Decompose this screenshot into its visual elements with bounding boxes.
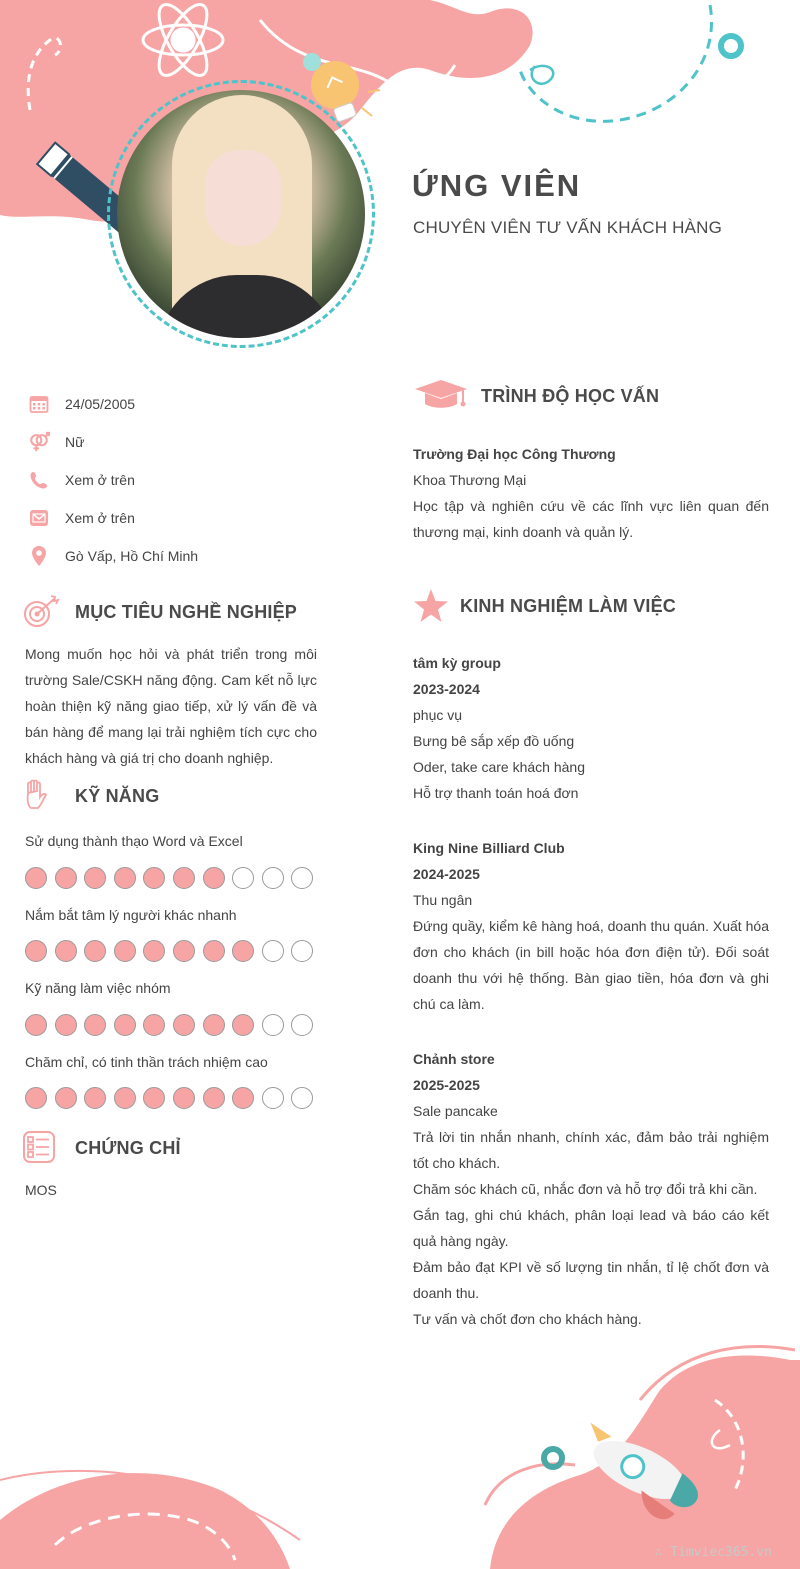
skill-label: Sử dụng thành thạo Word và Excel: [25, 833, 243, 849]
job-period: 2023-2024: [413, 681, 480, 697]
rating-dot-filled: [84, 940, 106, 962]
rating-dot-filled: [114, 867, 136, 889]
rating-dot-filled: [84, 867, 106, 889]
graduation-cap-icon: [413, 378, 469, 414]
skills-header: [23, 779, 159, 813]
contact-address: [28, 537, 328, 575]
rating-dot-filled: [203, 940, 225, 962]
rating-dot-empty: [291, 940, 313, 962]
skill-label: Chăm chỉ, có tinh thần trách nhiệm cao: [25, 1054, 268, 1070]
candidate-title: CHUYÊN VIÊN TƯ VẤN KHÁCH HÀNG: [413, 218, 723, 237]
rating-dot-filled: [55, 940, 77, 962]
contact-email: [28, 499, 328, 537]
rating-dot-filled: [232, 940, 254, 962]
watermark: ∴ Timviec365.vn: [654, 1545, 772, 1560]
contact-phone: [28, 461, 328, 499]
rating-dot-empty: [262, 1014, 284, 1036]
rating-dot-filled: [203, 867, 225, 889]
rating-dot-filled: [232, 1087, 254, 1109]
rating-dot-filled: [173, 940, 195, 962]
education-header: [413, 378, 659, 414]
rating-dot-empty: [291, 1014, 313, 1036]
job-position: phục vụ: [413, 707, 463, 723]
certificates-header: [23, 1131, 181, 1165]
email-icon: [28, 507, 50, 529]
rating-dot-filled: [143, 1014, 165, 1036]
hand-icon: [23, 779, 63, 813]
location-pin-icon: [28, 545, 50, 567]
job-position: Sale pancake: [413, 1103, 498, 1119]
education-school: Trường Đại học Công Thương: [413, 446, 616, 462]
rating-dot-filled: [203, 1014, 225, 1036]
skill-rating: [25, 867, 321, 889]
avatar: [117, 90, 365, 338]
rating-dot-filled: [55, 1014, 77, 1036]
job-duty: Tư vấn và chốt đơn cho khách hàng.: [413, 1311, 642, 1327]
job-entry: [413, 650, 769, 806]
job-duty: Gắn tag, ghi chú khách, phân loại lead và báo cáo kết quả hàng ngày.: [413, 1207, 769, 1249]
rating-dot-filled: [84, 1087, 106, 1109]
candidate-name: ỨNG VIÊN: [412, 168, 582, 203]
calendar-icon: [28, 393, 50, 415]
skill-label: Kỹ năng làm việc nhóm: [25, 980, 171, 996]
job-company: King Nine Billiard Club: [413, 840, 565, 856]
skill-rating: [25, 1014, 321, 1036]
job-duty: Đảm bảo đạt KPI về số lượng tin nhắn, tỉ lệ chốt đơn và doanh thu.: [413, 1259, 769, 1301]
job-entry: [413, 835, 769, 1017]
job-duty: Bưng bê sắp xếp đồ uống: [413, 733, 575, 749]
phone-icon: [28, 469, 50, 491]
education-description: Học tập và nghiên cứu về các lĩnh vực liên quan đến thương mại, kinh doanh và quản lý.: [413, 498, 769, 540]
address-value: Gò Vấp, Hồ Chí Minh: [65, 548, 199, 564]
rating-dot-filled: [114, 1014, 136, 1036]
certificate-item: MOS: [25, 1182, 57, 1198]
rating-dot-filled: [114, 940, 136, 962]
rating-dot-filled: [203, 1087, 225, 1109]
skill-rating: [25, 940, 321, 962]
job-duty: Oder, take care khách hàng: [413, 759, 585, 775]
contact-gender: [28, 423, 328, 461]
rating-dot-empty: [262, 940, 284, 962]
avatar-face: [205, 150, 281, 246]
certificates-heading: CHỨNG CHỈ: [75, 1137, 181, 1158]
skill-label: Nắm bắt tâm lý người khác nhanh: [25, 907, 237, 923]
rating-dot-filled: [55, 1087, 77, 1109]
rating-dot-filled: [84, 1014, 106, 1036]
objective-header: [23, 595, 297, 629]
job-company: tâm kỳ group: [413, 655, 501, 671]
contact-list: [28, 385, 328, 575]
contact-birthday: [28, 385, 328, 423]
gender-icon: [28, 431, 50, 453]
rating-dot-filled: [143, 1087, 165, 1109]
job-company: Chảnh store: [413, 1051, 495, 1067]
job-period: 2025-2025: [413, 1077, 480, 1093]
skill-rating: [25, 1087, 321, 1109]
rating-dot-filled: [143, 867, 165, 889]
skills-heading: KỸ NĂNG: [75, 785, 160, 806]
rating-dot-empty: [291, 867, 313, 889]
objective-heading: MỤC TIÊU NGHỀ NGHIỆP: [75, 601, 298, 622]
phone-value: Xem ở trên: [65, 472, 135, 488]
education-faculty: Khoa Thương Mại: [413, 472, 527, 488]
birthday-value: 24/05/2005: [65, 396, 136, 412]
target-icon: [23, 595, 63, 629]
rating-dot-empty: [232, 867, 254, 889]
rating-dot-empty: [262, 1087, 284, 1109]
job-period: 2024-2025: [413, 866, 480, 882]
rating-dot-filled: [143, 940, 165, 962]
job-position: Thu ngân: [413, 892, 473, 908]
education-block: [413, 441, 769, 545]
experience-heading: KINH NGHIỆM LÀM VIỆC: [460, 595, 677, 616]
experience-list: [413, 650, 769, 1355]
education-heading: TRÌNH ĐỘ HỌC VẤN: [481, 385, 660, 406]
rating-dot-filled: [232, 1014, 254, 1036]
job-duty: Trả lời tin nhắn nhanh, chính xác, đảm bảo trải nghiệm tốt cho khách.: [413, 1129, 769, 1171]
rating-dot-empty: [291, 1087, 313, 1109]
job-duty: Đứng quầy, kiểm kê hàng hoá, doanh thu quán. Xuất hóa đơn cho khách (in bill hoặc hóa đơn điện tử). Đối soát doanh thu với hệ thống. Bàn giao tiền, hóa đơn và ghi chú ca làm.: [413, 918, 769, 1012]
experience-header: [413, 588, 676, 624]
gender-value: Nữ: [65, 434, 85, 450]
job-duty: Hỗ trợ thanh toán hoá đơn: [413, 785, 579, 801]
rating-dot-filled: [25, 867, 47, 889]
rating-dot-filled: [173, 1087, 195, 1109]
rating-dot-filled: [55, 867, 77, 889]
rating-dot-filled: [173, 1014, 195, 1036]
checklist-icon: [23, 1131, 63, 1165]
job-duty: Chăm sóc khách cũ, nhắc đơn và hỗ trợ đổi trả khi cần.: [413, 1181, 758, 1197]
rating-dot-empty: [262, 867, 284, 889]
rating-dot-filled: [114, 1087, 136, 1109]
job-entry: [413, 1046, 769, 1332]
email-value: Xem ở trên: [65, 510, 135, 526]
rating-dot-filled: [25, 1014, 47, 1036]
objective-text: Mong muốn học hỏi và phát triển trong môi trường Sale/CSKH năng động. Cam kết nỗ lực hoàn thiện kỹ năng giao tiếp, xử lý vấn đề và bán hàng để mang lại trải nghiệm tích cực cho khách hàng và giá trị cho doanh nghiệp.: [25, 646, 317, 766]
rating-dot-filled: [25, 940, 47, 962]
rating-dot-filled: [173, 867, 195, 889]
rating-dot-filled: [25, 1087, 47, 1109]
star-icon: [413, 588, 449, 624]
